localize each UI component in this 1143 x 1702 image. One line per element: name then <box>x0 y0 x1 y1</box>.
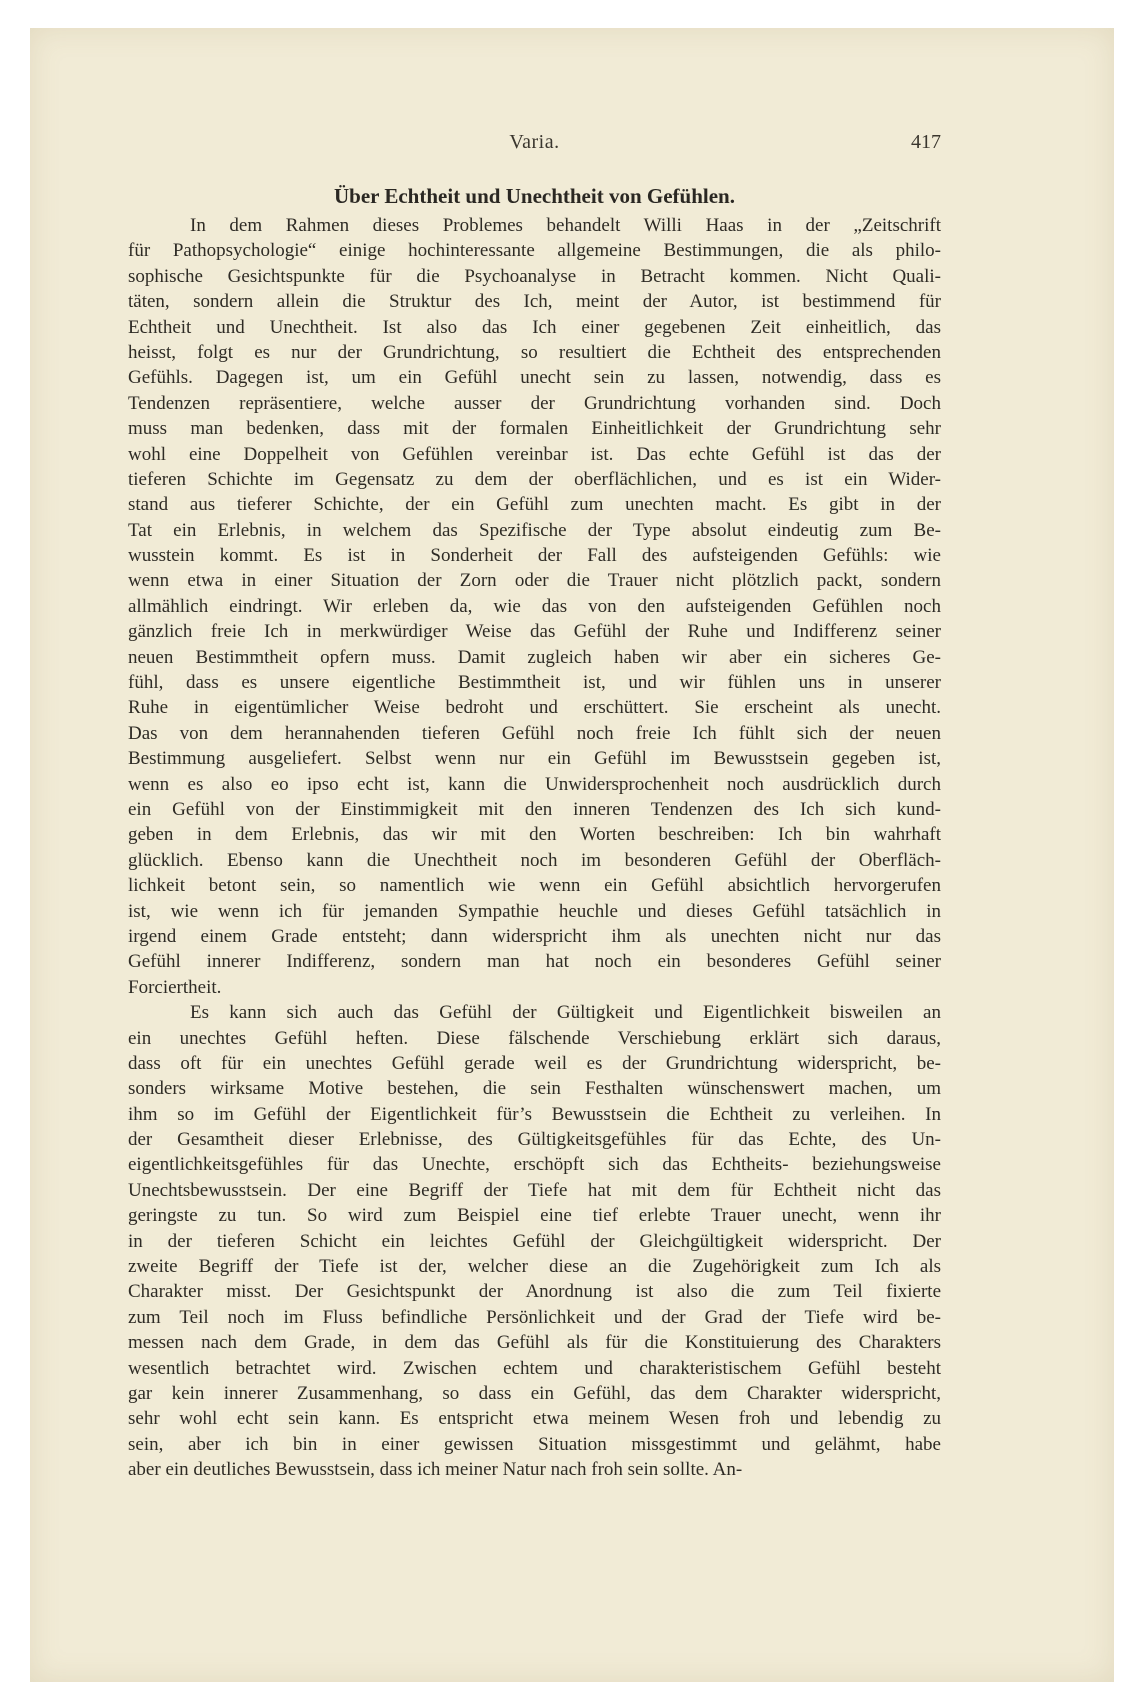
text-line: wenn es also eo ipso echt ist, kann die Unwidersprochenheit noch ausdrücklich durch <box>128 773 941 795</box>
running-head: Varia. <box>509 131 560 153</box>
text-line: lichkeit betont sein, so namentlich wie wenn ein Gefühl absichtlich hervorgerufen <box>128 875 941 897</box>
text-line: Das von dem herannahenden tieferen Gefühl noch freie Ich fühlt sich der neuen <box>128 722 941 744</box>
text-line: Tendenzen repräsentiere, welche ausser der Grundrichtung vorhanden sind. Doch <box>128 392 941 414</box>
text-line: sehr wohl echt sein kann. Es entspricht etwa meinem Wesen froh und lebendig zu <box>128 1408 941 1430</box>
text-line: geben in dem Erlebnis, das wir mit den Worten beschreiben: Ich bin wahrhaft <box>128 824 941 846</box>
text-line: dass oft für ein unechtes Gefühl gerade weil es der Grundrichtung widerspricht, be- <box>128 1052 941 1074</box>
text-line: Bestimmung ausgeliefert. Selbst wenn nur ein Gefühl im Bewusstsein gegeben ist, <box>128 748 941 770</box>
text-line: ein unechtes Gefühl heften. Diese fälschende Verschiebung erklärt sich daraus, <box>128 1027 941 1049</box>
text-line: Echtheit und Unechtheit. Ist also das Ich einer gegebenen Zeit einheitlich, das <box>128 316 941 338</box>
text-line: eigentlichkeitsgefühles für das Unechte, erschöpft sich das Echtheits- beziehungsweise <box>128 1154 941 1176</box>
paragraph-1 <box>128 213 941 1000</box>
text-line: allmählich eindringt. Wir erleben da, wie das von den aufsteigenden Gefühlen noch <box>128 595 941 617</box>
text-line: heisst, folgt es nur der Grundrichtung, so resultiert die Echtheit des entsprechenden <box>128 341 941 363</box>
text-line: Charakter misst. Der Gesichtspunkt der Anordnung ist also die zum Teil fixierte <box>128 1281 941 1303</box>
text-line: fühl, dass es unsere eigentliche Bestimmtheit ist, und wir fühlen uns in unserer <box>128 672 941 694</box>
text-line: glücklich. Ebenso kann die Unechtheit noch im besonderen Gefühl der Oberfläch- <box>128 849 941 871</box>
text-line: gar kein innerer Zusammenhang, so dass ein Gefühl, das dem Charakter widerspricht, <box>128 1382 941 1404</box>
text-line: wusstein kommt. Es ist in Sonderheit der Fall des aufsteigenden Gefühls: wie <box>128 545 941 567</box>
text-line: Es kann sich auch das Gefühl der Gültigkeit und Eigentlichkeit bisweilen an <box>190 1002 941 1024</box>
text-line: stand aus tieferer Schichte, der ein Gefühl zum unechten macht. Es gibt in der <box>128 494 941 516</box>
text-line: irgend einem Grade entsteht; dann widerspricht ihm als unechten nicht nur das <box>128 925 941 947</box>
page-number: 417 <box>911 131 941 153</box>
text-line: messen nach dem Grade, in dem das Gefühl als für die Konstituierung des Charakters <box>128 1332 941 1354</box>
article-body <box>128 213 941 1483</box>
text-line: Forciertheit. <box>128 976 222 998</box>
article-title: Über Echtheit und Unechtheit von Gefühlen. <box>334 184 735 208</box>
text-line: Tat ein Erlebnis, in welchem das Spezifische der Type absolut eindeutig zum Be- <box>128 519 941 541</box>
page-header <box>128 131 941 155</box>
text-line: ist, wie wenn ich für jemanden Sympathie heuchle und dieses Gefühl tatsächlich in <box>128 900 941 922</box>
text-line: zum Teil noch im Fluss befindliche Persönlichkeit und der Grad der Tiefe wird be- <box>128 1306 941 1328</box>
text-line: Unechtsbewusstsein. Der eine Begriff der Tiefe hat mit dem für Echtheit nicht das <box>128 1179 941 1201</box>
text-line: tieferen Schichte im Gegensatz zu dem der oberflächlichen, und es ist ein Wider- <box>128 468 941 490</box>
text-line: aber ein deutliches Bewusstsein, dass ich meiner Natur nach froh sein sollte. An- <box>128 1459 743 1481</box>
text-line: sonders wirksame Motive bestehen, die sein Festhalten wünschenswert machen, um <box>128 1078 941 1100</box>
text-line: für Pathopsychologie“ einige hochinteressante allgemeine Bestimmungen, die als philo- <box>128 240 941 262</box>
text-line: sophische Gesichtspunkte für die Psychoanalyse in Betracht kommen. Nicht Quali- <box>128 265 941 287</box>
text-line: neuen Bestimmtheit opfern muss. Damit zugleich haben wir aber ein sicheres Ge- <box>128 646 941 668</box>
text-line: zweite Begriff der Tiefe ist der, welcher diese an die Zugehörigkeit zum Ich als <box>128 1256 941 1278</box>
text-line: muss man bedenken, dass mit der formalen Einheitlichkeit der Grundrichtung sehr <box>128 418 941 440</box>
text-line: täten, sondern allein die Struktur des Ich, meint der Autor, ist bestimmend für <box>128 291 941 313</box>
text-line: Gefühls. Dagegen ist, um ein Gefühl unecht sein zu lassen, notwendig, dass es <box>128 367 941 389</box>
paragraph-2 <box>128 1000 941 1482</box>
text-line: in der tieferen Schicht ein leichtes Gefühl der Gleichgültigkeit widerspricht. Der <box>128 1230 941 1252</box>
text-line: geringste zu tun. So wird zum Beispiel eine tief erlebte Trauer unecht, wenn ihr <box>128 1205 941 1227</box>
text-line: der Gesamtheit dieser Erlebnisse, des Gültigkeitsgefühles für das Echte, des Un- <box>128 1129 941 1151</box>
text-line: wenn etwa in einer Situation der Zorn oder die Trauer nicht plötzlich packt, sondern <box>128 570 941 592</box>
text-line: gänzlich freie Ich in merkwürdiger Weise das Gefühl der Ruhe und Indifferenz seiner <box>128 621 941 643</box>
text-line: Ruhe in eigentümlicher Weise bedroht und erschüttert. Sie erscheint als unecht. <box>128 697 941 719</box>
text-line: In dem Rahmen dieses Problemes behandelt Willi Haas in der „Zeitschrift <box>190 215 941 236</box>
text-line: ein Gefühl von der Einstimmigkeit mit den inneren Tendenzen des Ich sich kund- <box>128 798 941 820</box>
text-line: wohl eine Doppelheit von Gefühlen vereinbar ist. Das echte Gefühl ist das der <box>128 443 941 465</box>
text-line: sein, aber ich bin in einer gewissen Situation missgestimmt und gelähmt, habe <box>128 1433 941 1455</box>
text-line: wesentlich betrachtet wird. Zwischen echtem und charakteristischem Gefühl besteht <box>128 1357 941 1379</box>
text-line: Gefühl innerer Indifferenz, sondern man hat noch ein besonderes Gefühl seiner <box>128 951 941 973</box>
text-line: ihm so im Gefühl der Eigentlichkeit für’s Bewusstsein die Echtheit zu verleihen. In <box>128 1103 941 1125</box>
